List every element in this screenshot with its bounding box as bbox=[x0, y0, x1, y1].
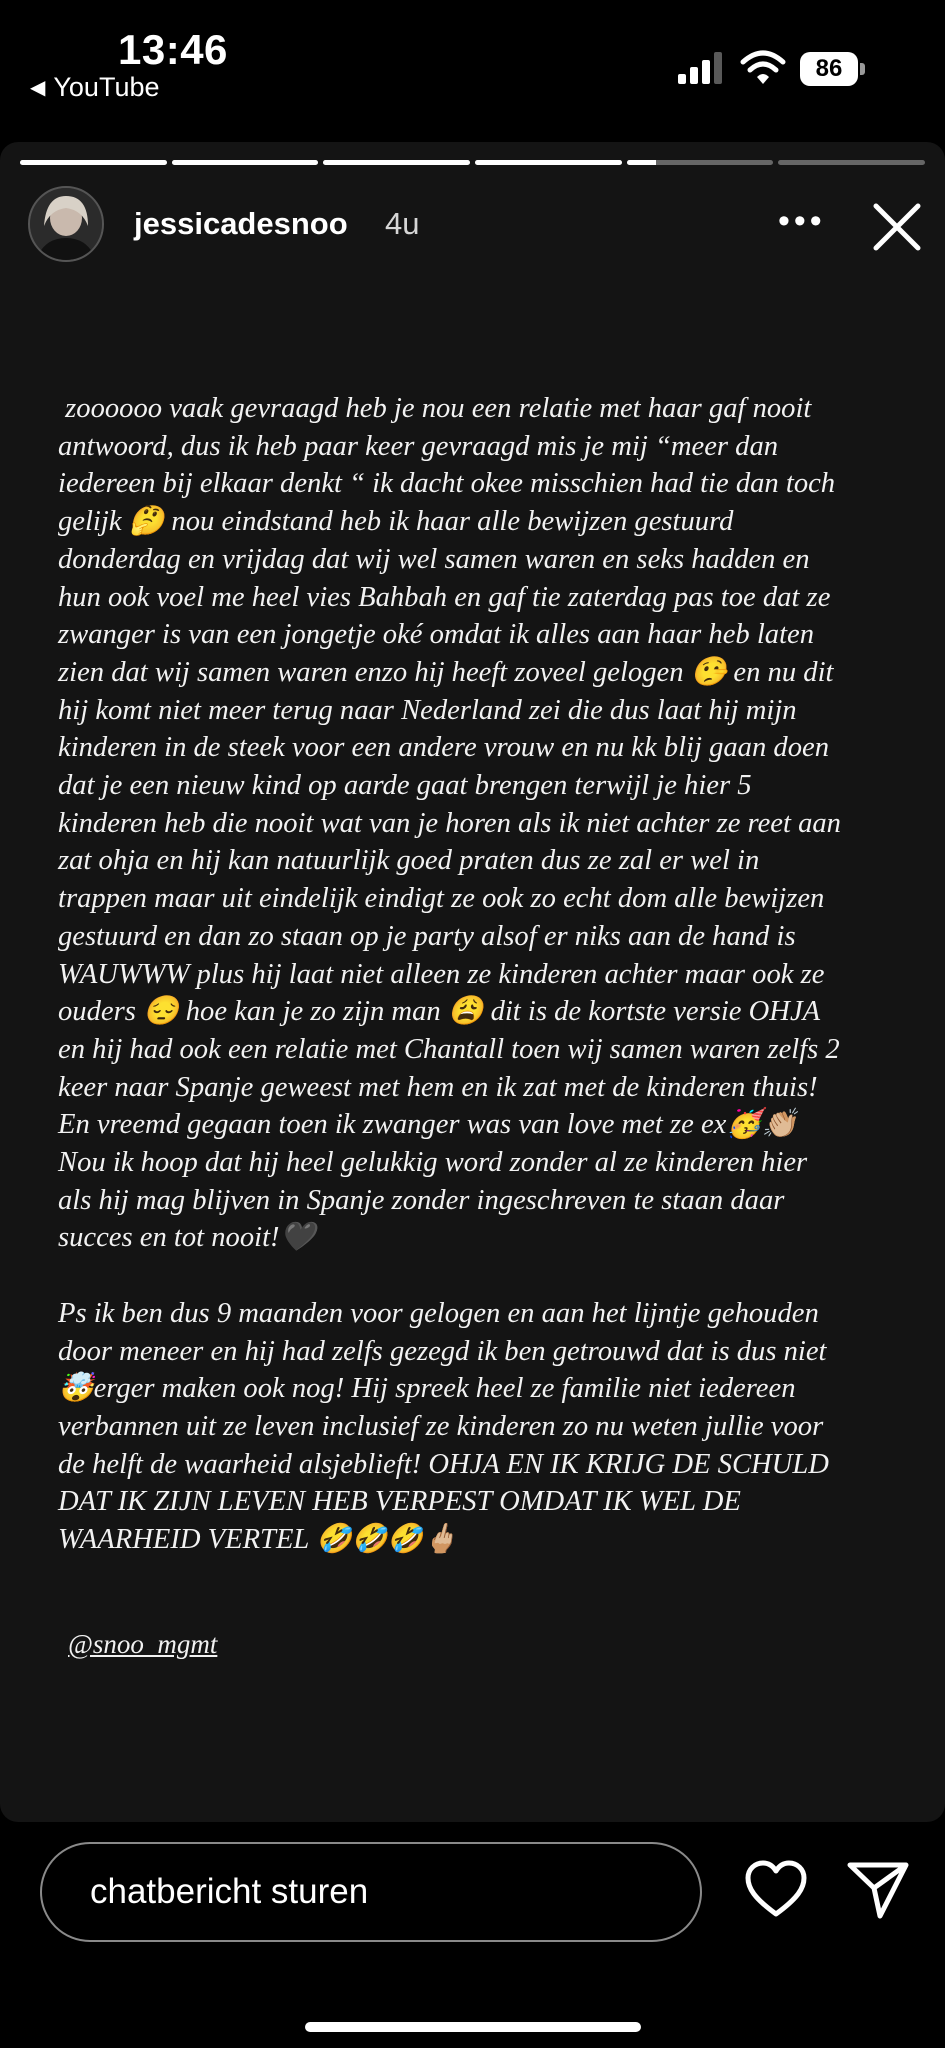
story-progress-segment bbox=[323, 160, 470, 165]
cellular-signal-icon bbox=[678, 52, 724, 84]
story-username[interactable]: jessicadesnoo bbox=[134, 206, 348, 241]
home-indicator[interactable] bbox=[305, 2022, 641, 2032]
chat-message-input[interactable] bbox=[40, 1842, 702, 1942]
story-progress-segment bbox=[627, 160, 774, 165]
story-text: zoooooo vaak gevraagd heb je nou een relatie met haar gaf nooit antwoord, dus ik heb paar keer gevraagd mis je mij “meer dan iedereen bij elkaar denkt “ ik dacht okee misschien had tie dan toch gelijk 🤔 nou eindstand heb ik haar alle bewijzen gestuurd donderdag en vrijdag dat wij wel samen waren en seks hadden en hun ook voel me heel vies Bahbah en gaf tie zaterdag pas toe dat ze zwanger is van een jongetje oké omdat ik alles aan haar heb laten zien dat wij samen waren enzo hij heeft zoveel gelogen 🤥 en nu dit hij komt niet meer terug naar Nederland zei die dus laat hij mijn kinderen in de steek voor een andere vrouw en nu kk blij gaan doen dat je een nieuw kind op aarde gaat brengen terwijl je hier 5 kinderen heb die nooit wat van je horen als ik niet achter ze reet aan zat ohja en hij kan natuurlijk goed praten dus ze zal er wel in trappen maar uit eindelijk eindigt ze ook zo echt dom alle bewijzen gestuurd en dan zo staan op je party alsof er niks aan de hand is WAUWWW plus hij laat niet alleen ze kinderen achter maar ook ze ouders 😔 hoe kan je zo zijn man 😩 dit is de kortste versie OHJA en hij had ook een relatie met Chantall toen wij samen waren zelfs 2 keer naar Spanje geweest met hem en ik zat met de kinderen thuis! En vreemd gegaan toen ik zwanger was van love met ze ex🥳👏🏼 Nou ik hoop dat hij heel gelukkig word zonder al ze kinderen hier als hij mag blijven in Spanje zonder ingeschreven te staan daar succes en tot nooit!🖤 Ps ik ben dus 9 maanden voor gelogen en aan het lijntje gehouden door meneer en hij had zelfs gezegd ik ben getrouwd dat is dus niet 🤯erger maken ook nog! Hij spreek heel ze familie niet iedereen verbannen uit ze leven inclusief ze kinderen zo nu weten jullie voor de helft de waarheid alsjeblieft! OHJA EN IK KRIJG DE SCHULD DAT IK ZIJN LEVEN HEB VERPEST OMDAT IK WEL DE WAARHEID VERTEL 🤣🤣🤣🖕🏼 bbox=[58, 393, 841, 1556]
heart-icon[interactable] bbox=[744, 1860, 808, 1920]
battery-icon bbox=[800, 52, 866, 88]
status-bar bbox=[0, 0, 945, 130]
story-progress-segment bbox=[172, 160, 319, 165]
story-mention-link[interactable]: @snoo_mgmt bbox=[68, 1629, 218, 1659]
wifi-icon bbox=[740, 50, 786, 86]
back-to-app-button[interactable] bbox=[30, 72, 160, 103]
clock: 13:46 bbox=[118, 26, 228, 73]
close-icon[interactable] bbox=[870, 200, 924, 254]
back-app-label: YouTube bbox=[53, 72, 160, 102]
story-viewer[interactable] bbox=[0, 142, 945, 1822]
avatar[interactable] bbox=[28, 186, 104, 262]
story-progress-segment bbox=[778, 160, 925, 165]
story-header bbox=[28, 186, 918, 266]
reply-bar bbox=[0, 1822, 945, 2048]
story-time-ago: 4u bbox=[385, 206, 420, 241]
story-progress-bar bbox=[20, 160, 925, 165]
battery-level: 86 bbox=[800, 52, 858, 86]
story-progress-segment bbox=[475, 160, 622, 165]
send-icon[interactable] bbox=[846, 1860, 910, 1920]
story-progress-segment bbox=[20, 160, 167, 165]
back-arrow-icon: ◀ bbox=[30, 77, 46, 99]
more-options-icon[interactable]: ••• bbox=[778, 202, 826, 240]
